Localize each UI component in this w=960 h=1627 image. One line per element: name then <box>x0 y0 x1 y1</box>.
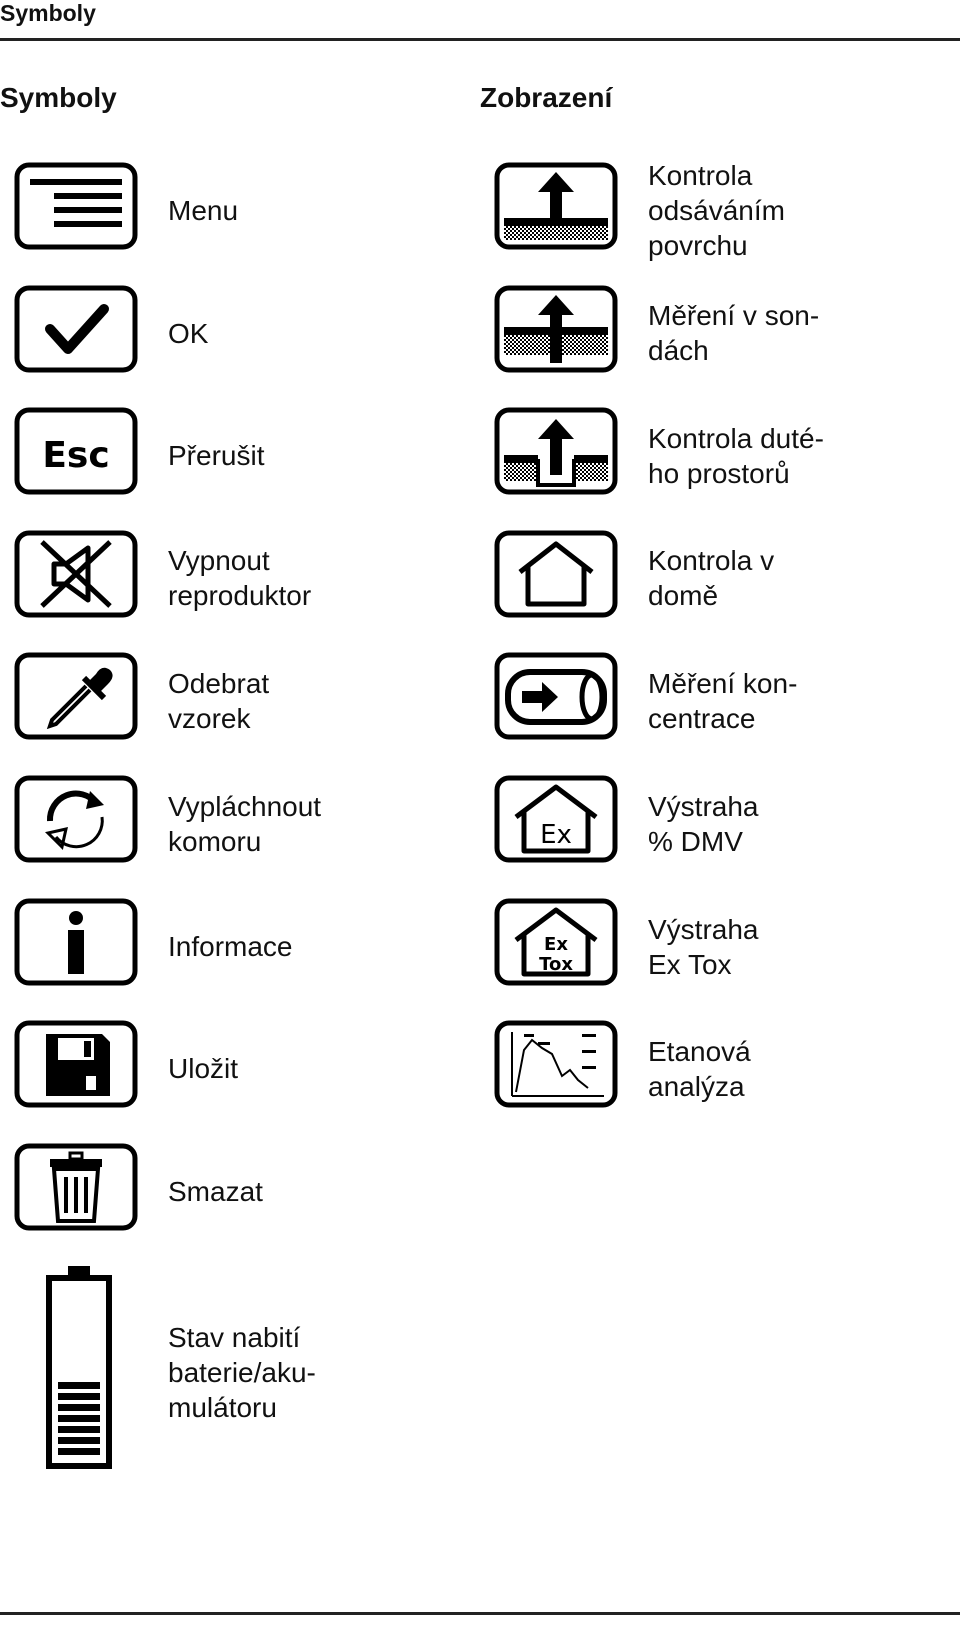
battery-status-label: Stav nabití baterie/aku- mulátoru <box>168 1322 316 1423</box>
probe-measure-icon <box>494 285 618 373</box>
cavity-check-label: Kontrola duté- ho prostorů <box>648 423 824 489</box>
save-label: Uložit <box>168 1053 239 1084</box>
menu-label: Menu <box>168 195 239 226</box>
probe-measurement-label: Měření v son- dách <box>648 300 820 366</box>
esc-icon-text: Esc <box>42 435 110 476</box>
lel-warning-label: Výstraha % DMV <box>648 791 759 857</box>
mute-speaker-label: Vypnout reproduktor <box>168 545 312 611</box>
ethane-analysis-label: Etanová analýza <box>648 1036 751 1102</box>
cavity-check-icon <box>494 407 618 495</box>
right-column-title: Zobrazení <box>480 82 613 113</box>
ex-tox-warning-label: Výstraha Ex Tox <box>648 914 759 980</box>
page-header-title: Symboly <box>0 0 96 26</box>
check-icon <box>14 285 138 373</box>
ex-warning-icon <box>494 775 618 863</box>
pipette-icon <box>14 652 138 740</box>
flush-chamber-label: Vypláchnout komoru <box>168 791 322 857</box>
cancel-label: Přerušit <box>168 440 265 471</box>
header-divider <box>0 38 960 41</box>
ok-label: OK <box>168 318 209 349</box>
delete-label: Smazat <box>168 1176 263 1207</box>
concentration-icon <box>494 652 618 740</box>
information-label: Informace <box>168 931 293 962</box>
esc-icon <box>14 407 138 495</box>
house-icon <box>494 530 618 618</box>
surface-suction-label: Kontrola odsáváním povrchu <box>648 160 785 261</box>
footer-divider <box>0 1612 960 1615</box>
ex-tox-icon-text-ex: Ex <box>544 934 568 955</box>
refresh-icon <box>14 775 138 863</box>
ex-icon-text: Ex <box>540 820 572 850</box>
info-icon <box>14 898 138 986</box>
take-sample-label: Odebrat vzorek <box>168 668 270 734</box>
house-check-label: Kontrola v domě <box>648 545 775 611</box>
ex-tox-icon-text-tox: Tox <box>539 954 573 975</box>
ethane-analysis-icon <box>494 1020 618 1108</box>
battery-icon <box>44 1264 114 1470</box>
speaker-mute-icon <box>14 530 138 618</box>
ex-tox-warning-icon <box>494 898 618 986</box>
trash-icon <box>14 1143 138 1231</box>
concentration-label: Měření kon- centrace <box>648 668 798 734</box>
menu-icon <box>14 162 138 250</box>
surface-suction-icon <box>494 162 618 250</box>
left-column-title: Symboly <box>0 82 117 113</box>
floppy-save-icon <box>14 1020 138 1108</box>
